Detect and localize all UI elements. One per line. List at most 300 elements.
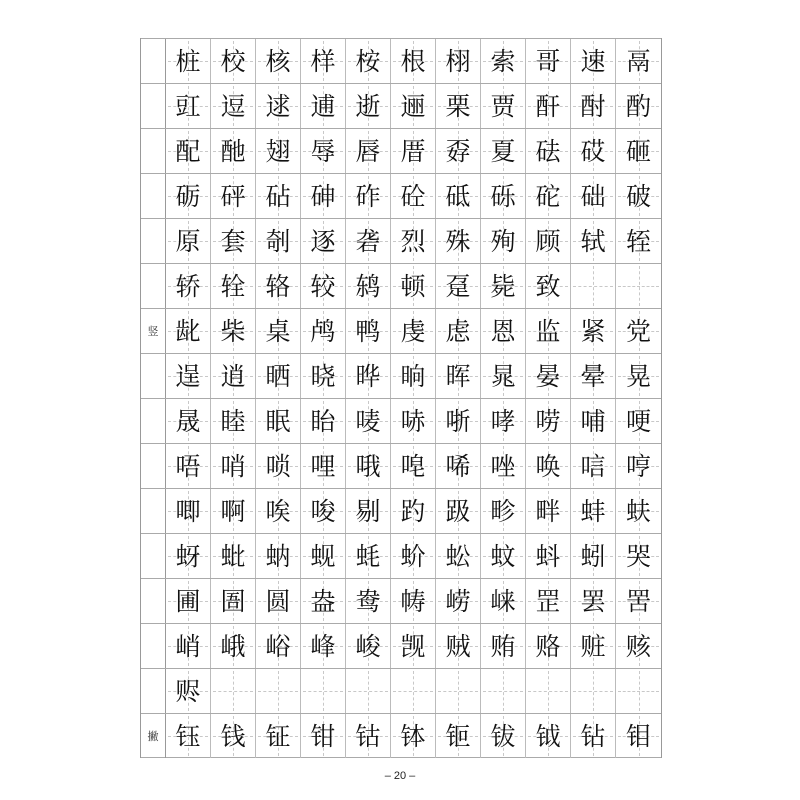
- character: 峭: [175, 631, 201, 661]
- character-cell: [391, 264, 436, 308]
- character-cell: [301, 174, 346, 218]
- character: 桉: [355, 46, 381, 76]
- character: 逐: [310, 226, 336, 256]
- character: 较: [310, 271, 336, 301]
- character-cell: [571, 534, 616, 578]
- character-cell: [526, 39, 571, 83]
- character-cell: [256, 309, 301, 353]
- character: 蚣: [445, 541, 471, 571]
- character: 鸭: [355, 316, 381, 346]
- character-cell: [571, 264, 616, 308]
- grid-row: [141, 38, 661, 83]
- character: 钼: [625, 721, 651, 751]
- character-cell: [436, 309, 481, 353]
- character: 致: [535, 271, 561, 301]
- character: 豇: [175, 91, 201, 121]
- character: 晒: [265, 361, 291, 391]
- character-cell: [436, 489, 481, 533]
- stroke-category-label: [141, 489, 166, 533]
- character-cell: [391, 714, 436, 758]
- character-cell: [391, 579, 436, 623]
- character-cell: [391, 399, 436, 443]
- character-cell: [256, 624, 301, 668]
- character-cell: [526, 309, 571, 353]
- character-cell: [211, 714, 256, 758]
- character: 蚍: [220, 541, 246, 571]
- character: 哳: [445, 406, 471, 436]
- character: 蚪: [535, 541, 561, 571]
- character-cell: [481, 669, 526, 713]
- character: 栗: [445, 91, 471, 121]
- character: 砰: [220, 181, 246, 211]
- character-cell: [346, 309, 391, 353]
- character: 唑: [490, 451, 516, 481]
- character-cell: [616, 219, 661, 263]
- character-cell: [391, 84, 436, 128]
- character-cell: [391, 129, 436, 173]
- character-cell: [571, 219, 616, 263]
- character: 赆: [175, 676, 201, 706]
- character: 砼: [400, 181, 426, 211]
- character: 蚨: [625, 496, 651, 526]
- character-cell: [301, 129, 346, 173]
- character-cell: [571, 624, 616, 668]
- character: 酌: [625, 91, 651, 121]
- character: 龀: [175, 316, 201, 346]
- character-cell: [211, 534, 256, 578]
- character-cell: [526, 399, 571, 443]
- character-cell: [166, 399, 211, 443]
- character-cell: [481, 444, 526, 488]
- character-cell: [616, 84, 661, 128]
- stroke-category-label: [141, 579, 166, 623]
- character-cell: [526, 129, 571, 173]
- character-cell: [256, 444, 301, 488]
- character: 哨: [220, 451, 246, 481]
- character-cell: [526, 84, 571, 128]
- character-cell: [211, 579, 256, 623]
- character: 殊: [445, 226, 471, 256]
- character: 唔: [175, 451, 201, 481]
- character-cell: [301, 264, 346, 308]
- character-cell: [436, 669, 481, 713]
- character: 哺: [580, 406, 606, 436]
- character: 酐: [535, 91, 561, 121]
- character-cell: [616, 309, 661, 353]
- grid-row: [141, 713, 661, 758]
- character: 钰: [175, 721, 201, 751]
- character: 蚧: [400, 541, 426, 571]
- character-cell: [166, 129, 211, 173]
- character: 翅: [265, 136, 291, 166]
- character: 酏: [220, 136, 246, 166]
- character: 套: [220, 226, 246, 256]
- character: 眠: [265, 406, 291, 436]
- character: 啊: [220, 496, 246, 526]
- character: 配: [175, 136, 201, 166]
- character: 夏: [490, 136, 516, 166]
- character-cell: [526, 219, 571, 263]
- character-cell: [436, 444, 481, 488]
- character: 原: [175, 226, 201, 256]
- character: 砣: [535, 181, 561, 211]
- character-cell: [571, 129, 616, 173]
- character: 栩: [445, 46, 471, 76]
- character: 唛: [355, 406, 381, 436]
- character: 唧: [175, 496, 201, 526]
- character-cell: [391, 669, 436, 713]
- character-cell: [571, 714, 616, 758]
- character: 唤: [535, 451, 561, 481]
- stroke-category-label: [141, 624, 166, 668]
- character-cell: [211, 174, 256, 218]
- character-cell: [571, 669, 616, 713]
- character: 畛: [490, 496, 516, 526]
- character: 辱: [310, 136, 336, 166]
- character-cell: [616, 669, 661, 713]
- character: 趿: [445, 496, 471, 526]
- character: 殉: [490, 226, 516, 256]
- character-cell: [346, 219, 391, 263]
- character: 辁: [220, 271, 246, 301]
- character: 贾: [490, 91, 516, 121]
- character-cell: [256, 579, 301, 623]
- character: 赃: [580, 631, 606, 661]
- character-cell: [166, 534, 211, 578]
- character: 砸: [625, 136, 651, 166]
- character: 轿: [175, 271, 201, 301]
- character: 砥: [445, 181, 471, 211]
- character-cell: [436, 579, 481, 623]
- character-cell: [346, 129, 391, 173]
- character-cell: [571, 39, 616, 83]
- character-cell: [256, 399, 301, 443]
- character-cell: [616, 444, 661, 488]
- character: 畔: [535, 496, 561, 526]
- stroke-category-label: [141, 39, 166, 83]
- grid-row: [141, 668, 661, 713]
- character-cell: [166, 39, 211, 83]
- character: 贿: [490, 631, 516, 661]
- character-cell: [526, 354, 571, 398]
- stroke-category-label: [141, 669, 166, 713]
- character: 晏: [535, 361, 561, 391]
- character-cell: [436, 39, 481, 83]
- character: 根: [400, 46, 426, 76]
- character: 崃: [490, 586, 516, 616]
- character-cell: [346, 39, 391, 83]
- character: 唣: [400, 451, 426, 481]
- character: 觊: [400, 631, 426, 661]
- character: 虔: [400, 316, 426, 346]
- character: 顾: [535, 226, 561, 256]
- character-cell: [481, 714, 526, 758]
- character: 贼: [445, 631, 471, 661]
- character: 哭: [625, 541, 651, 571]
- character: 唠: [535, 406, 561, 436]
- character: 砧: [265, 181, 291, 211]
- character-cell: [391, 534, 436, 578]
- character: 罢: [580, 586, 606, 616]
- character: 哽: [625, 406, 651, 436]
- character: 盎: [310, 586, 336, 616]
- character: 轾: [625, 226, 651, 256]
- character: 剞: [265, 226, 291, 256]
- character-cell: [526, 264, 571, 308]
- character-cell: [391, 624, 436, 668]
- character: 烈: [400, 226, 426, 256]
- character-cell: [481, 399, 526, 443]
- character-cell: [256, 264, 301, 308]
- character-cell: [256, 354, 301, 398]
- character: 蚜: [175, 541, 201, 571]
- character-cell: [391, 354, 436, 398]
- character-cell: [526, 489, 571, 533]
- character: 蚓: [580, 541, 606, 571]
- character-cell: [211, 39, 256, 83]
- character-cell: [436, 174, 481, 218]
- character: 鸫: [355, 271, 381, 301]
- character-cell: [436, 534, 481, 578]
- grid-row: [141, 398, 661, 443]
- character-cell: [301, 219, 346, 263]
- stroke-category-label: [141, 174, 166, 218]
- character-cell: [481, 309, 526, 353]
- grid-row: [141, 623, 661, 668]
- character: 鸯: [355, 586, 381, 616]
- character: 趸: [445, 271, 471, 301]
- character-cell: [481, 489, 526, 533]
- character: 钲: [265, 721, 291, 751]
- character: 哦: [355, 451, 381, 481]
- character: 速: [580, 46, 606, 76]
- character-cell: [346, 399, 391, 443]
- character-cell: [301, 579, 346, 623]
- character: 唆: [310, 496, 336, 526]
- stroke-category-label: [141, 399, 166, 443]
- character: 逞: [175, 361, 201, 391]
- character-cell: [256, 534, 301, 578]
- character: 孬: [445, 136, 471, 166]
- character-cell: [616, 624, 661, 668]
- character-cell: [481, 624, 526, 668]
- character: 毙: [490, 271, 516, 301]
- character-cell: [256, 489, 301, 533]
- character-cell: [616, 579, 661, 623]
- character-cell: [211, 444, 256, 488]
- character-cell: [481, 174, 526, 218]
- character-cell: [211, 84, 256, 128]
- stroke-category-label: 竖: [141, 309, 166, 353]
- character-cell: [211, 669, 256, 713]
- grid-row: [141, 218, 661, 263]
- character: 罡: [535, 586, 561, 616]
- character-cell: [166, 219, 211, 263]
- character: 晌: [400, 361, 426, 391]
- character-cell: [256, 39, 301, 83]
- character-cell: [166, 489, 211, 533]
- character: 逍: [220, 361, 246, 391]
- character: 哥: [535, 46, 561, 76]
- character-cell: [571, 399, 616, 443]
- stroke-category-label: [141, 444, 166, 488]
- character-cell: [301, 714, 346, 758]
- character: 赅: [625, 631, 651, 661]
- character: 峻: [355, 631, 381, 661]
- character: 砾: [490, 181, 516, 211]
- character-cell: [346, 174, 391, 218]
- character-cell: [526, 444, 571, 488]
- character-cell: [256, 174, 301, 218]
- character: 逑: [265, 91, 291, 121]
- character-cell: [436, 354, 481, 398]
- character-cell: [301, 669, 346, 713]
- character: 峨: [220, 631, 246, 661]
- character: 唇: [355, 136, 381, 166]
- character: 崂: [445, 586, 471, 616]
- character-cell: [211, 624, 256, 668]
- character: 晃: [625, 361, 651, 391]
- character-cell: [211, 489, 256, 533]
- character: 哼: [625, 451, 651, 481]
- character-cell: [166, 264, 211, 308]
- character: 砺: [175, 181, 201, 211]
- character-cell: [346, 444, 391, 488]
- character-cell: [436, 264, 481, 308]
- character-cell: [346, 714, 391, 758]
- character-cell: [211, 264, 256, 308]
- character: 唏: [445, 451, 471, 481]
- character: 逝: [355, 91, 381, 121]
- character: 础: [580, 181, 606, 211]
- character: 蚝: [355, 541, 381, 571]
- character: 校: [220, 46, 246, 76]
- stroke-category-label: [141, 84, 166, 128]
- character-cell: [346, 84, 391, 128]
- character-cell: [166, 354, 211, 398]
- character-cell: [391, 309, 436, 353]
- character: 钳: [310, 721, 336, 751]
- character: 趵: [400, 496, 426, 526]
- grid-row: [141, 308, 661, 353]
- character-cell: [346, 579, 391, 623]
- character: 钹: [490, 721, 516, 751]
- character-cell: [301, 534, 346, 578]
- character: 钵: [400, 721, 426, 751]
- character-cell: [436, 84, 481, 128]
- character: 砻: [355, 226, 381, 256]
- character-cell: [301, 84, 346, 128]
- character-cell: [346, 354, 391, 398]
- character: 索: [490, 46, 516, 76]
- character: 逋: [310, 91, 336, 121]
- character-cell: [616, 714, 661, 758]
- character-cell: [481, 219, 526, 263]
- character: 钷: [445, 721, 471, 751]
- character: 桩: [175, 46, 201, 76]
- character-cell: [571, 84, 616, 128]
- stroke-category-label: [141, 129, 166, 173]
- character-cell: [256, 129, 301, 173]
- character-cell: [616, 489, 661, 533]
- character: 恩: [490, 316, 516, 346]
- character: 哧: [400, 406, 426, 436]
- grid-row: [141, 578, 661, 623]
- character: 唉: [265, 496, 291, 526]
- character: 钻: [580, 721, 606, 751]
- character-cell: [301, 444, 346, 488]
- character: 睦: [220, 406, 246, 436]
- character-cell: [256, 219, 301, 263]
- character-cell: [301, 309, 346, 353]
- character: 眙: [310, 406, 336, 436]
- character: 逦: [400, 91, 426, 121]
- character-cell: [571, 309, 616, 353]
- character-cell: [346, 669, 391, 713]
- character: 样: [310, 46, 336, 76]
- character-cell: [211, 129, 256, 173]
- character-cell: [571, 489, 616, 533]
- character-cell: [526, 624, 571, 668]
- character: 党: [625, 316, 651, 346]
- character-cell: [481, 264, 526, 308]
- character-cell: [526, 534, 571, 578]
- character: 顿: [400, 271, 426, 301]
- stroke-category-label: [141, 534, 166, 578]
- character-cell: [571, 579, 616, 623]
- page-number: – 20 –: [384, 770, 416, 782]
- character-cell: [256, 84, 301, 128]
- stroke-category-label: [141, 264, 166, 308]
- character: 厝: [400, 136, 426, 166]
- grid-row: [141, 443, 661, 488]
- character: 圄: [220, 586, 246, 616]
- character-cell: [166, 309, 211, 353]
- character-cell: [481, 129, 526, 173]
- character: 逗: [220, 91, 246, 121]
- character-cell: [391, 489, 436, 533]
- character: 柴: [220, 316, 246, 346]
- character-cell: [256, 714, 301, 758]
- character: 蚊: [490, 541, 516, 571]
- character: 晖: [445, 361, 471, 391]
- character-cell: [616, 399, 661, 443]
- character-cell: [211, 309, 256, 353]
- grid-row: [141, 488, 661, 533]
- character-cell: [301, 489, 346, 533]
- stroke-category-label: [141, 219, 166, 263]
- character: 唢: [265, 451, 291, 481]
- character-cell: [346, 624, 391, 668]
- character: 晁: [490, 361, 516, 391]
- character-cell: [166, 174, 211, 218]
- character: 辂: [265, 271, 291, 301]
- character: 鬲: [625, 46, 651, 76]
- character-cell: [166, 624, 211, 668]
- character: 剔: [355, 496, 381, 526]
- character-cell: [616, 534, 661, 578]
- character: 罟: [625, 586, 651, 616]
- character: 砹: [580, 136, 606, 166]
- character: 紧: [580, 316, 606, 346]
- character-cell: [571, 174, 616, 218]
- character-cell: [166, 444, 211, 488]
- character: 蚋: [265, 541, 291, 571]
- character: 钺: [535, 721, 561, 751]
- character: 蚌: [580, 496, 606, 526]
- character: 虑: [445, 316, 471, 346]
- character: 轼: [580, 226, 606, 256]
